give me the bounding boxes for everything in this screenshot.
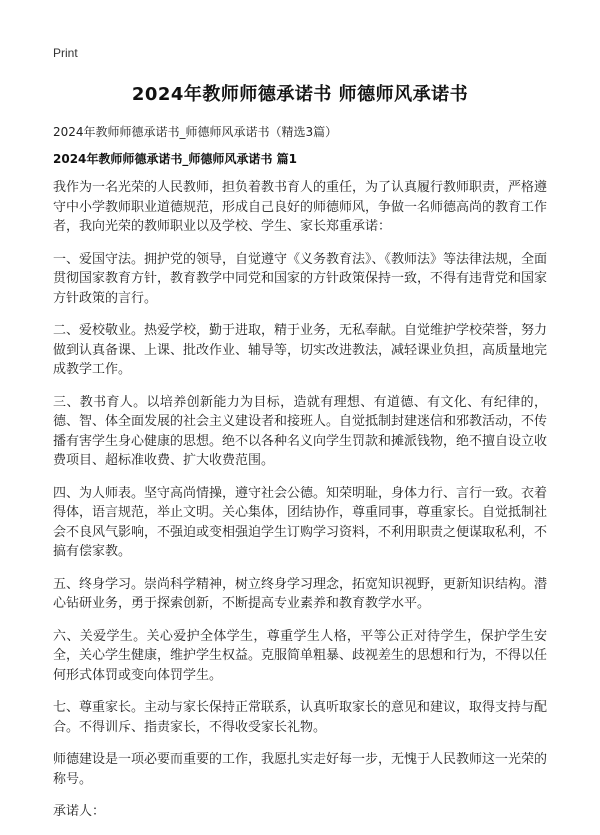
paragraph-closing: 师德建设是一项必要而重要的工作，我愿扎实走好每一步，无愧于人民教师这一光荣的称号。: [53, 752, 548, 787]
paragraph-caring-students: 六、关爱学生。关心爱护全体学生，尊重学生人格，平等公正对待学生，保护学生安全，关心学生健康，维护学生权益。克服简单粗暴、歧视差生的思想和行为，不得以任何形式体罚或变向体罚学生。: [53, 628, 548, 683]
document-subtitle: 2024年教师师德承诺书_师德师风承诺书（精选3篇）: [53, 125, 338, 139]
signature-label: 承诺人：: [53, 804, 106, 819]
document-body: [53, 178, 547, 835]
document-title: 2024年教师师德承诺书 师德师风承诺书: [131, 84, 469, 105]
paragraph-dedication: 二、爱校敬业。热爱学校，勤于进取，精于业务，无私奉献。自觉维护学校荣誉，努力做到认真备课、上课、批改作业、辅导等，切实改进教法，减轻课业负担，高质量地完成教学工作。: [53, 323, 548, 377]
paragraph-patriotism: 一、爱国守法。拥护党的领导，自觉遵守《义务教育法》、《教师法》等法律法规，全面贯彻国家教育方针，教育教学中同党和国家的方针政策保持一致，不得有违背党和国家方针政策的言行。: [53, 251, 548, 306]
paragraph-lifelong-learning: 五、终身学习。崇尚科学精神，树立终身学习理念，拓宽知识视野，更新知识结构。潜心钻研业务，勇于探索创新，不断提高专业素养和教育教学水平。: [53, 576, 548, 611]
paragraph-intro: 我作为一名光荣的人民教师，担负着教书育人的重任，为了认真履行教师职责，严格遵守中小学教师职业道德规范，形成自己良好的师德师风，争做一名师德高尚的教育工作者，我向光荣的教师职业以及学校、学生、家长郑重承诺：: [53, 180, 548, 234]
print-link[interactable]: Print: [53, 46, 78, 60]
paragraph-educating: 三、教书育人。以培养创新能力为目标，造就有理想、有道德、有文化、有纪律的，德、智、体全面发展的社会主义建设者和接班人。自觉抵制封建迷信和邪教活动，不传播有害学生身心健康的思想。绝不以各种名义向学生罚款和摊派钱物，绝不擅自设立收费项目、超标准收费、扩大收费范围。: [53, 394, 548, 468]
section-heading: 2024年教师师德承诺书_师德师风承诺书 篇1: [53, 152, 297, 166]
paragraph-respect-parents: 七、尊重家长。主动与家长保持正常联系，认真听取家长的意见和建议，取得支持与配合。不得训斥、指责家长，不得收受家长礼物。: [53, 700, 548, 735]
paragraph-role-model: 四、为人师表。坚守高尚情操，遵守社会公德。知荣明耻，身体力行、言行一致。衣着得体，语言规范，举止文明。关心集体，团结协作，尊重同事，尊重家长。自觉抵制社会不良风气影响，不强迫或变相强迫学生订购学习资料，不利用职责之便谋取私利，不搞有偿家教。: [53, 485, 548, 559]
